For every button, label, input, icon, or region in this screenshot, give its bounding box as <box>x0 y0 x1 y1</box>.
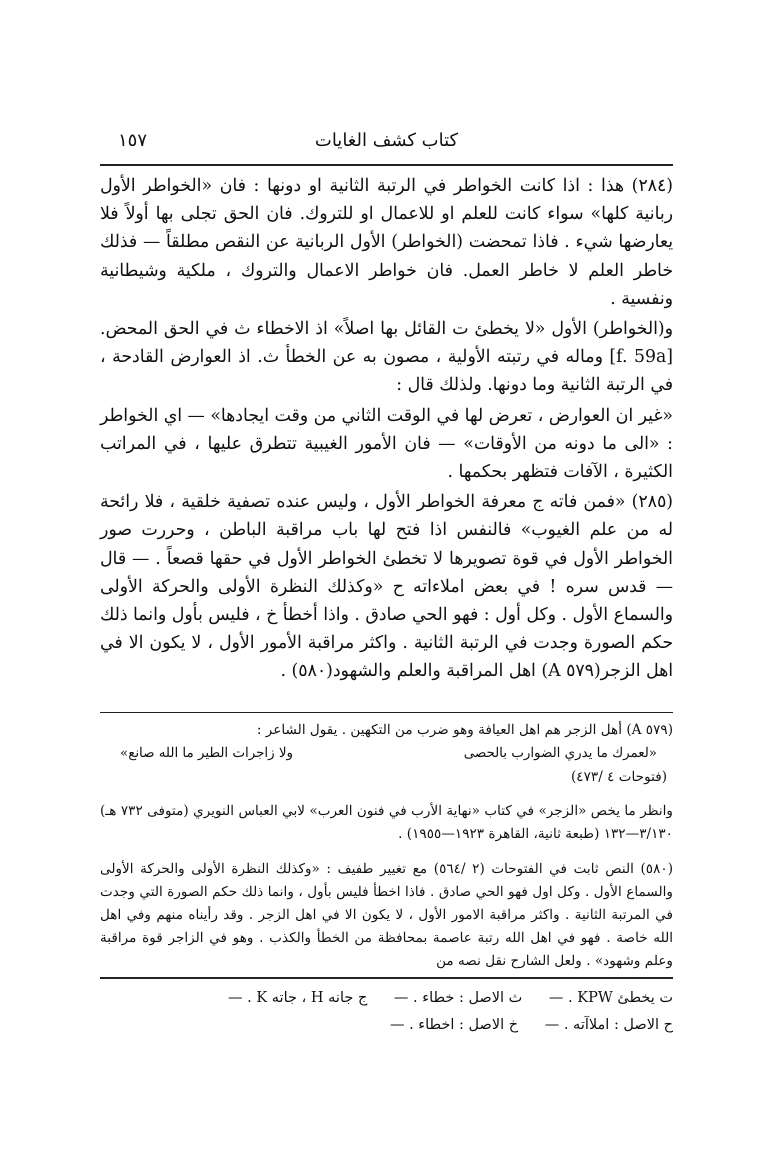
apparatus-entry: ت يخطئ KPW . — <box>548 989 673 1006</box>
footnote-580: (٥٨٠) النص ثابت في الفتوحات (٢ /٥٦٤) مع تغيير طفيف : «وكذلك النظرة الأولى والحركة الأولى والسماع الأول . وكل اول فهو الحي صادق . فاذا اخطأ فليس بأول ، وانما ذلك حكم الصورة التي وجدت في المرتبة الثانية . واكثر مراقبة الامور الأول ، لا يكون الا في اهل الزجر . وقد رأيناه منهم وفي اهل الله خاصة . فهو في اهل الله رتبة عاصمة بمحافظة من الخطأ والكذب . وهو في الزاجر قوة مراقبة وعلم وشهود» . ولعل الشارح نقل نصه من <box>100 860 673 969</box>
paragraph-284: (٢٨٤) هذا : اذا كانت الخواطر في الرتبة الثانية او دونها : فان «الخواطر الأول ربانية كلها» سواء كانت للعلم او للاعمال او للتروك. فان الحق تجلى بها أولاً فلا يعارضها شيء . فاذا تمحضت (الخواطر) الأول الربانية عن النقص مطلقاً — فذلك خاطر العلم لا خاطر العمل. فان خواطر الاعمال والتروك ، ملكية وشيطانية ونفسية . <box>100 176 673 309</box>
apparatus-rule <box>100 977 673 979</box>
footnotes <box>100 712 673 973</box>
footnote-verse <box>100 742 673 766</box>
apparatus-entry: ث الاصل : خطاء . — <box>393 989 523 1006</box>
paragraph-khawatir: و(الخواطر) الأول «لا يخطئ ت القائل بها اصلاً» اذ الاخطاء ث في الحق المحض. [f. 59a] وماله في رتبته الأولية ، مصون به عن الخطأ ث. اذ العوارض القادحة ، في الرتبة الثانية وما دونها. ولذلك قال : <box>100 319 674 396</box>
paragraph-awarid: «غير ان العوارض ، تعرض لها في الوقت الثاني من وقت ايجادها» — اي الخواطر : «الى ما دونه من الأوقات» — فان الأمور الغيبية تتطرق عليها ، في المراتب الكثيرة ، الآفات فتظهر بحكمها . <box>100 405 673 483</box>
apparatus-entry: خ الاصل : اخطاء . — <box>389 1016 519 1033</box>
verse-hemistich-right: «لعمرك ما يدري الضوارب بالحصى <box>463 745 657 761</box>
footnote-reference: (فتوحات ٤ /٤٧٣) <box>570 768 667 785</box>
header-rule <box>100 164 673 166</box>
running-title: كتاب كشف الغايات <box>314 130 459 151</box>
apparatus-line <box>100 1012 673 1039</box>
footnote-rule <box>100 712 673 713</box>
apparatus-line <box>100 985 673 1012</box>
critical-apparatus <box>100 985 673 1039</box>
apparatus-entry: ج جانه H ، جاته K . — <box>228 989 368 1006</box>
apparatus-entry: ح الاصل : املاآته . — <box>544 1016 673 1033</box>
footnote-579: (٥٧٩ A) أهل الزجر هم اهل العيافة وهو ضرب من التكهين . يقول الشاعر : <box>256 721 673 738</box>
paragraph-285: (٢٨٥) «فمن فاته ج معرفة الخواطر الأول ، وليس عنده تصفية خلقية ، فلا رائحة له من علم الغيوب» فالنفس اذا فتح لها باب مراقبة الباطن ، وحررت صور الخواطر الأول في قوة تصويرها لا تخطئ الخواطر الأول في حقها قصعاً . — قال — قدس سره ! في بعض املاءاته ح «وكذلك النظرة الأولى والحركة الأولى والسماع الأول . وكل أول : فهو الحي صادق . واذا أخطأ خ ، فليس بأول وانما ذلك حكم الصورة وجدت في الرتبة الثانية . واكثر مراقبة الأمور الأول ، لا يكون الا في اهل الزجر(٥٧٩ A) اهل المراقبة والعلم والشهود(٥٨٠) . <box>100 492 673 682</box>
running-header <box>100 130 673 160</box>
page-number: ١٥٧ <box>118 130 148 151</box>
verse-hemistich-left: ولا زاجرات الطير ما الله صانع» <box>120 745 293 761</box>
footnote-579-more: وانظر ما يخص «الزجر» في كتاب «نهاية الأرب في فنون العرب» لابي العباس النويري (متوفى ٧٣٢ هـ) ٣/١٣٠—١٣٢ (طبعة ثانية، القاهرة ١٩٢٣—١٩٥٥) . <box>100 802 673 842</box>
